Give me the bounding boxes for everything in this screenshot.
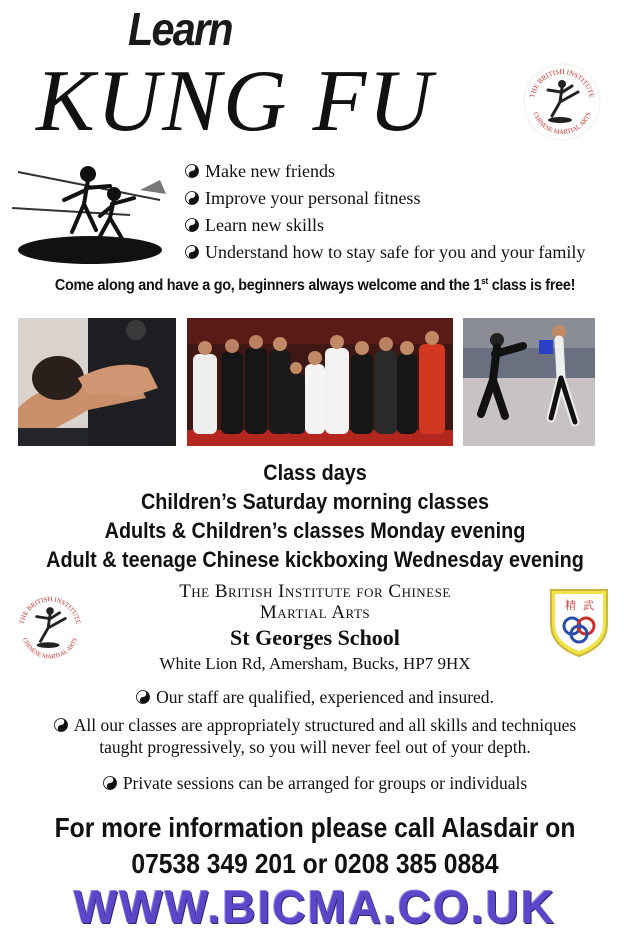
kung-fu-title: KUNG FU	[36, 53, 434, 150]
yin-yang-icon	[185, 245, 199, 259]
bicma-logo-top	[522, 62, 602, 142]
logo-bottom-text: CHINESE MARTIAL ARTS	[20, 637, 80, 661]
class-days-section	[32, 458, 599, 574]
website-link[interactable]: WWW.BICMA.CO.UK	[73, 881, 557, 933]
photo-grappling	[18, 318, 176, 446]
benefit-item: Improve your personal fitness	[185, 185, 585, 212]
free-class-banner: Come along and have a go, beginners always welcome and the 1st class is free!	[54, 276, 576, 295]
benefit-item: Learn new skills	[185, 212, 585, 239]
photo-group	[187, 318, 453, 446]
detail-item-continued: taught progressively, so you will never feel out of your depth.	[99, 737, 531, 757]
phone-numbers: 07538 349 201 or 0208 385 0884	[131, 848, 499, 879]
detail-item: All our classes are appropriately structured and all skills and techniques	[0, 714, 630, 736]
detail-item: Private sessions can be arranged for groups or individuals	[0, 772, 630, 794]
detail-item: Our staff are qualified, experienced and insured.	[0, 686, 630, 708]
yin-yang-icon	[185, 191, 199, 205]
learn-heading: Learn	[128, 3, 232, 55]
details-list	[0, 686, 630, 794]
class-days-heading: Class days	[263, 460, 367, 485]
institute-name: The British Institute for Chinese Martial Arts	[179, 581, 451, 623]
logo-top-text: THE BRITISH INSTITUTE	[18, 596, 82, 625]
yin-yang-icon	[185, 218, 199, 232]
yin-yang-icon	[185, 164, 199, 178]
school-name: St Georges School	[230, 625, 400, 650]
bicma-logo-left	[10, 590, 90, 666]
class-item: Adults & Children’s classes Monday evening	[104, 518, 526, 543]
yin-yang-icon	[103, 776, 117, 790]
class-item: Adult & teenage Chinese kickboxing Wednesday evening	[46, 547, 584, 572]
logo-top-text: THE BRITISH INSTITUTE	[528, 68, 596, 99]
benefit-item: Make new friends	[185, 158, 585, 185]
badge-char-left: 精	[565, 599, 576, 612]
kicking-figure-icon	[37, 607, 65, 648]
photo-sparring	[463, 318, 595, 446]
martial-arts-illustration	[10, 160, 170, 270]
contact-info	[38, 810, 592, 882]
benefit-item: Understand how to stay safe for you and your family	[185, 239, 585, 266]
yin-yang-icon	[54, 718, 68, 732]
school-address: White Lion Rd, Amersham, Bucks, HP7 9HX	[159, 654, 471, 673]
logo-bottom-text: CHINESE MARTIAL ARTS	[531, 111, 593, 137]
chin-woo-badge	[545, 584, 613, 658]
benefits-list	[185, 158, 585, 266]
badge-char-right: 武	[583, 599, 594, 612]
contact-line: For more information please call Alasdair on	[54, 812, 576, 843]
yin-yang-icon	[136, 690, 150, 704]
class-item: Children’s Saturday morning classes	[140, 489, 490, 514]
svg-text:CHINESE MARTIAL ARTS	[21, 637, 79, 661]
